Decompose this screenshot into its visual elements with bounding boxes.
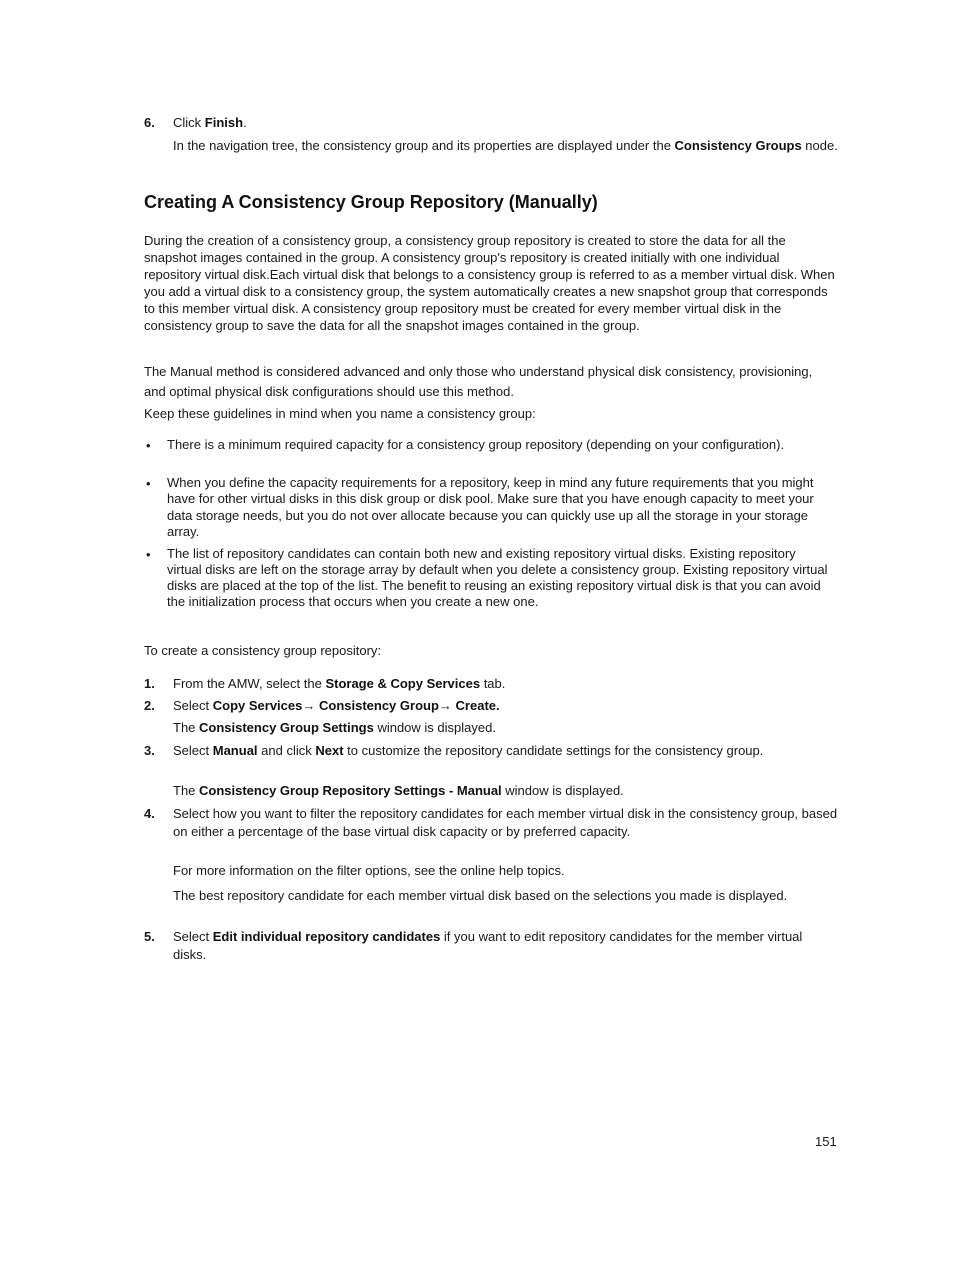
list-item: There is a minimum required capacity for a consistency group repository (depending on your configuration). [167,437,785,452]
step-number: 3. [144,743,155,758]
step-text: Select Copy Services→ Consistency Group→ Create. [173,698,500,713]
step-number: 4. [144,806,155,821]
list-item: When you define the capacity requirements for a repository, keep in mind any future requirements that you might have for other virtual disks in this disk group or disk pool. Make sure that you have enough capacity to meet your data storage needs, but you do not over allocate because you can quickly use up all the storage in your storage array. [167,475,814,539]
bullet-glyph: • [146,547,151,562]
intro-paragraph: During the creation of a consistency group, a consistency group repository is created to store the data for all the snapshot images contained in the group. A consistency group's repository is created initially with one individual repository virtual disk.Each virtual disk that belongs to a consistency group is referred to as a member virtual disk. When you add a virtual disk to a consistency group, the system automatically creates a new snapshot group that corresponds to this member virtual disk. A consistency group repository must be created for every member virtual disk in the consistency group to save the data for all the snapshot images contained in the group. [144,233,835,333]
list-item: The list of repository candidates can contain both new and existing repository virtual disks. Existing repository virtual disks are left on the storage array by default when you delete a consistency group. Existing repository virtual disks are placed at the top of the list. The benefit to reusing an existing repository virtual disk is that you can avoid the initialization process that occurs when you create a new one. [167,546,828,610]
section-heading: Creating A Consistency Group Repository (Manually) [144,192,598,212]
step-number: 6. [144,115,155,130]
step-note: The best repository candidate for each member virtual disk based on the selections you made is displayed. [173,888,788,903]
step-note: The Consistency Group Settings window is displayed. [173,720,496,735]
bullet-glyph: • [146,438,151,453]
step-number: 5. [144,929,155,944]
step-text: Select Edit individual repository candidates if you want to edit repository candidates for the member virtual disks. [173,929,803,962]
bullet-glyph: • [146,476,151,491]
to-create-paragraph: To create a consistency group repository: [144,643,382,658]
step-number: 2. [144,698,155,713]
step-text: Click Finish. [173,115,247,130]
step-note: The Consistency Group Repository Settings - Manual window is displayed. [173,783,624,798]
step-note: For more information on the filter options, see the online help topics. [173,863,565,878]
guidelines-paragraph: Keep these guidelines in mind when you name a consistency group: [144,406,536,421]
finish-label: Finish [204,115,244,130]
step-text: From the AMW, select the Storage & Copy Services tab. [173,676,506,691]
step-note: In the navigation tree, the consistency group and its properties are displayed under the Consistency Groups node. [173,138,838,153]
manual-method-paragraph: The Manual method is considered advanced and only those who understand physical disk consistency, provisioning, and optimal physical disk configurations should use this method. [144,364,813,399]
page-number: 151 [815,1134,837,1149]
step-number: 1. [144,676,155,691]
step-text: Select Manual and click Next to customize the repository candidate settings for the consistency group. [173,743,764,758]
step-text: Select how you want to filter the repository candidates for each member virtual disk in the consistency group, based on either a percentage of the base virtual disk capacity or by preferred capacity. [173,806,838,839]
